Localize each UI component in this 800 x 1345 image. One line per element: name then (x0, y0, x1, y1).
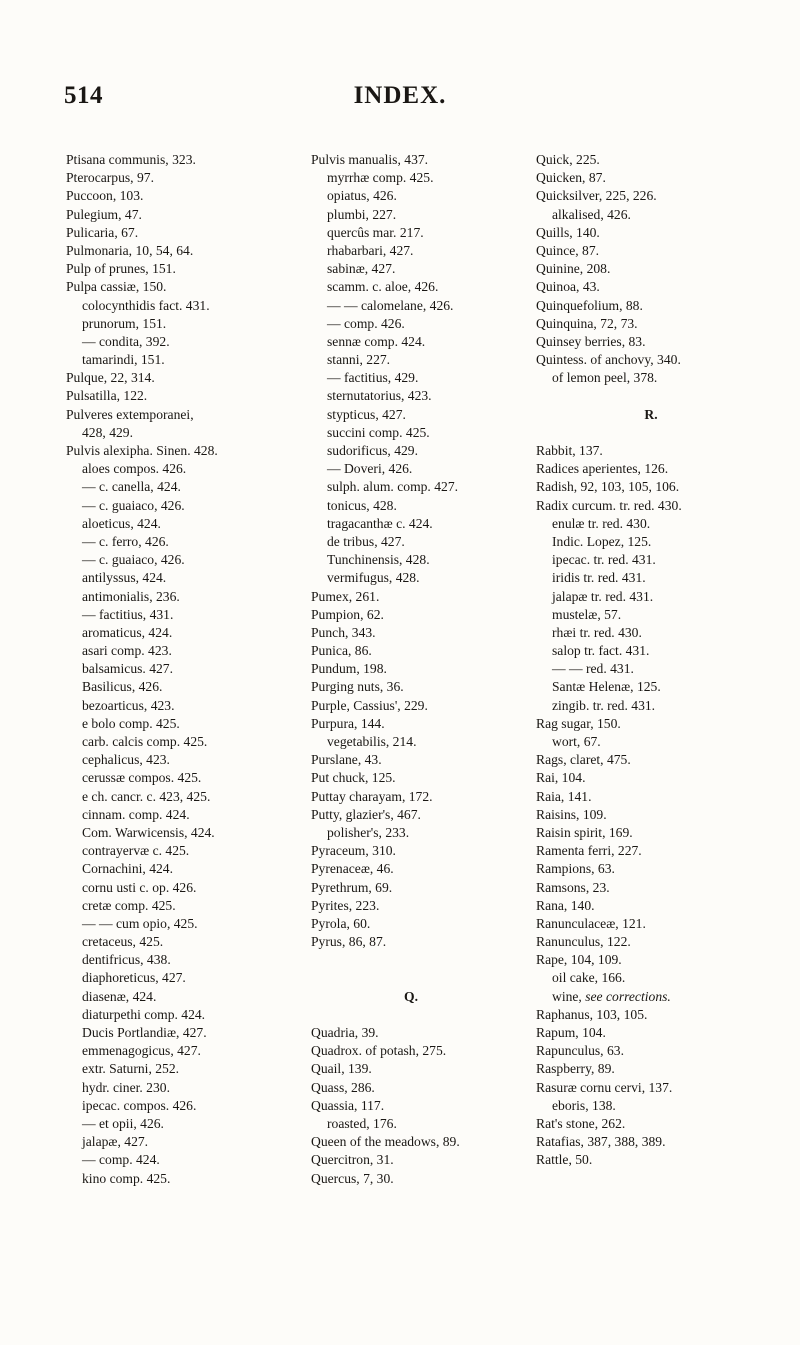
index-entry: Radix curcum. tr. red. 430. (536, 497, 682, 513)
index-subentry: 428, 429. (82, 424, 133, 440)
index-subentry: — Doveri, 426. (327, 461, 413, 477)
index-entry: Quince, 87. (536, 242, 600, 258)
index-entry: Ptisana communis, 323. (66, 152, 196, 167)
index-entry: Quadrox. of potash, 275. (311, 1043, 447, 1059)
index-subentry: — c. guaiaco, 426. (82, 497, 185, 513)
index-entry: Rabbit, 137. (536, 443, 603, 458)
index-subentry: zingib. tr. red. 431. (552, 697, 656, 713)
index-entry: Rana, 140. (536, 897, 595, 913)
index-entry: Rat's stone, 262. (536, 1115, 626, 1131)
index-subentry: emmenagogicus, 427. (82, 1043, 201, 1059)
index-subentry: Santæ Helenæ, 125. (552, 679, 661, 695)
index-entry: Pterocarpus, 97. (66, 170, 154, 186)
index-entry: Quadria, 39. (311, 1025, 379, 1040)
section-letter: R. (644, 406, 658, 422)
index-subentry: roasted, 176. (327, 1115, 397, 1131)
index-entry: Pyraceum, 310. (311, 843, 396, 859)
spacer (536, 387, 786, 405)
index-entry: Rai, 104. (536, 770, 586, 786)
index-entry: Ratafias, 387, 388, 389. (536, 1134, 666, 1150)
index-entry: Rag sugar, 150. (536, 715, 621, 731)
index-entry: Pyrus, 86, 87. (311, 934, 387, 950)
index-subentry: succini comp. 425. (327, 424, 430, 440)
index-entry: Pulpa cassiæ, 150. (66, 279, 167, 295)
index-entry: Rapum, 104. (536, 1025, 606, 1040)
index-entry: Pumpion, 62. (311, 606, 384, 622)
index-subentry: — factitius, 431. (82, 606, 174, 622)
index-entry: Pulmonaria, 10, 54, 64. (66, 242, 194, 258)
index-entry: Pyrites, 223. (311, 897, 380, 913)
index-subentry: aromaticus, 424. (82, 624, 173, 640)
index-subentry: — comp. 426. (327, 315, 405, 331)
index-entry: Raphanus, 103, 105. (536, 1006, 648, 1022)
index-subentry: rhabarbari, 427. (327, 242, 414, 258)
index-subentry: — c. guaiaco, 426. (82, 552, 185, 568)
index-subentry: Cornachini, 424. (82, 861, 173, 877)
index-subentry: carb. calcis comp. 425. (82, 734, 208, 749)
index-entry: Pulicaria, 67. (66, 224, 139, 240)
index-subentry: quercûs mar. 217. (327, 224, 424, 240)
index-entry: Putty, glazier's, 467. (311, 806, 421, 822)
index-entry: Quinoa, 43. (536, 279, 600, 295)
index-entry: Pundum, 198. (311, 661, 387, 677)
index-subentry: jalapæ, 427. (82, 1134, 149, 1150)
index-subentry: — c. canella, 424. (82, 479, 181, 495)
index-subentry: sudorificus, 429. (327, 443, 418, 458)
index-entry: Quail, 139. (311, 1061, 372, 1077)
index-subentry: vermifugus, 428. (327, 570, 420, 586)
index-subentry: stanni, 227. (327, 352, 391, 368)
index-entry: Punica, 86. (311, 643, 372, 659)
index-subentry: diaturpethi comp. 424. (82, 1006, 206, 1022)
index-subentry: cephalicus, 423. (82, 752, 170, 768)
index-entry: Pulsatilla, 122. (66, 388, 148, 404)
index-subentry: cretæ comp. 425. (82, 897, 176, 913)
index-subentry: aloeticus, 424. (82, 515, 161, 531)
index-subentry: salop tr. fact. 431. (552, 643, 650, 659)
index-subentry: cretaceus, 425. (82, 934, 164, 950)
index-entry: Ramsons, 23. (536, 879, 610, 895)
index-subentry: prunorum, 151. (82, 315, 167, 331)
index-subentry: jalapæ tr. red. 431. (552, 588, 654, 604)
index-entry: Quicksilver, 225, 226. (536, 188, 657, 204)
index-subentry: polisher's, 233. (327, 824, 410, 840)
index-entry: Quinsey berries, 83. (536, 333, 646, 349)
index-subentry: — — cum opio, 425. (82, 915, 198, 931)
index-subentry: ipecac. compos. 426. (82, 1097, 197, 1113)
index-subentry: Basilicus, 426. (82, 679, 163, 695)
index-entry: Purpura, 144. (311, 715, 385, 731)
index-subentry: enulæ tr. red. 430. (552, 515, 651, 531)
index-entry: Pyrola, 60. (311, 915, 371, 931)
index-entry: Pulegium, 47. (66, 206, 142, 222)
index-entry: Pyrethrum, 69. (311, 879, 393, 895)
index-subentry: plumbi, 227. (327, 206, 397, 222)
page-header (0, 82, 800, 122)
index-subentry: rhæi tr. red. 430. (552, 624, 642, 640)
index-subentry: sternutatorius, 423. (327, 388, 432, 404)
index-entry: Quinine, 208. (536, 261, 611, 277)
index-subentry: Ducis Portlandiæ, 427. (82, 1025, 207, 1040)
index-subentry: iridis tr. red. 431. (552, 570, 646, 586)
index-entry: Ranunculaceæ, 121. (536, 915, 646, 931)
spacer (311, 969, 531, 987)
index-subentry: of lemon peel, 378. (552, 370, 658, 386)
index-entry: Pulvis manualis, 437. (311, 152, 429, 167)
index-subentry: — — calomelane, 426. (327, 297, 454, 313)
index-entry: Raia, 141. (536, 788, 592, 804)
index-entry: Quicken, 87. (536, 170, 606, 186)
index-subentry: stypticus, 427. (327, 406, 406, 422)
index-entry: Rasuræ cornu cervi, 137. (536, 1079, 673, 1095)
index-entry: Puccoon, 103. (66, 188, 144, 204)
index-subentry: wine, see corrections. (552, 988, 671, 1004)
spacer (311, 1006, 531, 1024)
index-subentry: mustelæ, 57. (552, 606, 622, 622)
index-subentry: Indic. Lopez, 125. (552, 533, 652, 549)
index-entry: Raisins, 109. (536, 806, 607, 822)
index-subentry: sabinæ, 427. (327, 261, 396, 277)
index-subentry: myrrhæ comp. 425. (327, 170, 434, 186)
index-entry: Put chuck, 125. (311, 770, 396, 786)
index-subentry: cerussæ compos. 425. (82, 770, 202, 786)
index-entry: Purging nuts, 36. (311, 679, 404, 695)
index-subentry: contrayervæ c. 425. (82, 843, 190, 859)
index-entry: Raisin spirit, 169. (536, 824, 633, 840)
index-entry: Quercus, 7, 30. (311, 1170, 394, 1186)
index-entry: Queen of the meadows, 89. (311, 1134, 460, 1150)
index-subentry: cornu usti c. op. 426. (82, 879, 197, 895)
page-number: 514 (64, 82, 103, 109)
index-subentry: Tunchinensis, 428. (327, 552, 430, 568)
index-column-1 (66, 151, 306, 1188)
index-entry: Purple, Cassius', 229. (311, 697, 428, 713)
index-subentry: opiatus, 426. (327, 188, 397, 204)
index-entry: Puttay charayam, 172. (311, 788, 433, 804)
index-subentry: sennæ comp. 424. (327, 333, 426, 349)
index-entry: Quills, 140. (536, 224, 600, 240)
index-subentry: hydr. ciner. 230. (82, 1079, 170, 1095)
index-subentry: wort, 67. (552, 734, 601, 749)
index-subentry: oil cake, 166. (552, 970, 626, 986)
index-subentry: bezoarticus, 423. (82, 697, 175, 713)
index-entry: Punch, 343. (311, 624, 376, 640)
index-entry: Pulveres extemporanei, (66, 406, 194, 422)
index-entry: Radish, 92, 103, 105, 106. (536, 479, 680, 495)
index-subentry: — factitius, 429. (327, 370, 419, 386)
index-entry: Pyrenaceæ, 46. (311, 861, 394, 877)
index-subentry: — et opii, 426. (82, 1115, 164, 1131)
index-subentry: de tribus, 427. (327, 533, 405, 549)
index-entry: Quintess. of anchovy, 340. (536, 352, 681, 368)
index-entry: Pulp of prunes, 151. (66, 261, 176, 277)
index-subentry: — comp. 424. (82, 1152, 160, 1168)
index-entry: Quinquina, 72, 73. (536, 315, 638, 331)
index-subentry: — c. ferro, 426. (82, 533, 169, 549)
index-subentry: aloes compos. 426. (82, 461, 187, 477)
spacer (536, 424, 786, 442)
index-subentry: antimonialis, 236. (82, 588, 180, 604)
index-subentry: extr. Saturni, 252. (82, 1061, 180, 1077)
index-subentry: alkalised, 426. (552, 206, 631, 222)
index-column-3 (536, 151, 786, 1170)
index-entry: Rattle, 50. (536, 1152, 593, 1168)
index-entry: Rapunculus, 63. (536, 1043, 624, 1059)
index-entry: Quinquefolium, 88. (536, 297, 643, 313)
index-subentry: Com. Warwicensis, 424. (82, 824, 215, 840)
index-subentry: tamarindi, 151. (82, 352, 165, 368)
index-entry: Pumex, 261. (311, 588, 380, 604)
index-subentry: ipecac. tr. red. 431. (552, 552, 656, 568)
index-subentry: dentifricus, 438. (82, 952, 171, 968)
index-entry: Radices aperientes, 126. (536, 461, 669, 477)
index-subentry: e ch. cancr. c. 423, 425. (82, 788, 211, 804)
index-subentry: tonicus, 428. (327, 497, 397, 513)
index-column-2 (311, 151, 531, 1188)
index-entry: Ramenta ferri, 227. (536, 843, 642, 859)
index-subentry: tragacanthæ c. 424. (327, 515, 433, 531)
index-subentry: diaphoreticus, 427. (82, 970, 186, 986)
index-subentry: eboris, 138. (552, 1097, 616, 1113)
index-entry: Raspberry, 89. (536, 1061, 615, 1077)
index-subentry: cinnam. comp. 424. (82, 806, 190, 822)
cross-reference: see corrections. (585, 988, 671, 1004)
index-subentry: e bolo comp. 425. (82, 715, 180, 731)
page-title: INDEX. (353, 82, 447, 109)
index-subentry: — — red. 431. (552, 661, 634, 677)
index-subentry: colocynthidis fact. 431. (82, 297, 210, 313)
index-entry: Rags, claret, 475. (536, 752, 631, 768)
index-subentry: scamm. c. aloe, 426. (327, 279, 439, 295)
index-entry: Quick, 225. (536, 152, 600, 167)
index-subentry: — condita, 392. (82, 333, 170, 349)
index-subentry: balsamicus. 427. (82, 661, 173, 677)
index-entry: Pulvis alexipha. Sinen. 428. (66, 443, 218, 458)
index-entry: Quercitron, 31. (311, 1152, 394, 1168)
index-entry: Quassia, 117. (311, 1097, 385, 1113)
spacer (311, 951, 531, 969)
index-entry: Rampions, 63. (536, 861, 615, 877)
index-entry: Ranunculus, 122. (536, 934, 631, 950)
section-letter: Q. (404, 988, 418, 1004)
index-entry: Purslane, 43. (311, 752, 382, 768)
index-entry: Pulque, 22, 314. (66, 370, 155, 386)
index-subentry: antilyssus, 424. (82, 570, 167, 586)
index-subentry: vegetabilis, 214. (327, 734, 417, 749)
index-subentry: sulph. alum. comp. 427. (327, 479, 459, 495)
index-entry: Rape, 104, 109. (536, 952, 622, 968)
index-entry: Quass, 286. (311, 1079, 375, 1095)
index-subentry: asari comp. 423. (82, 643, 172, 659)
index-subentry: diasenæ, 424. (82, 988, 157, 1004)
index-subentry: kino comp. 425. (82, 1170, 171, 1186)
